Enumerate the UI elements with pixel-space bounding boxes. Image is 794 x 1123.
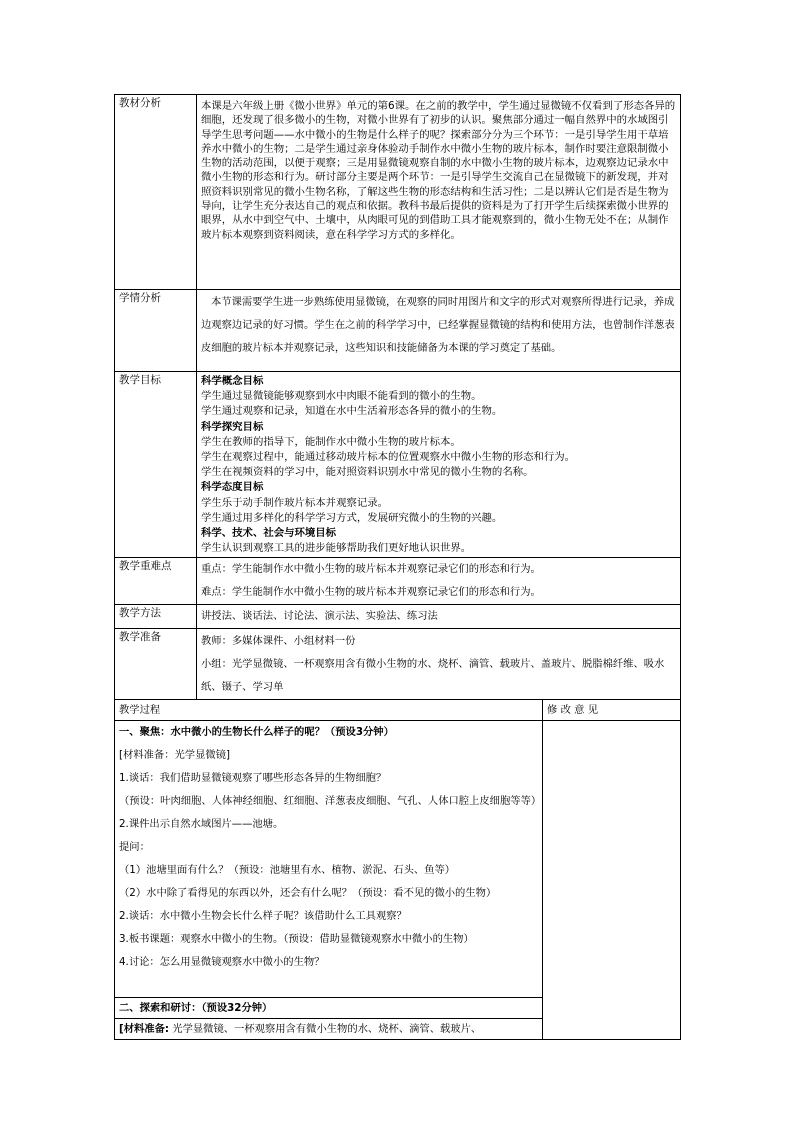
teaching-goals-content: [197, 372, 681, 558]
label-key-points: 教学重难点: [115, 558, 197, 605]
section-title-explore: [115, 998, 543, 1019]
process-line: 2.课件出示自然水域图片——池塘。: [119, 818, 284, 830]
preparation-content: [197, 629, 681, 700]
material-list: 光学显微镜、一杯观察用含有微小生物的水、烧杯、滴管、载玻片、: [169, 1023, 482, 1035]
goal-heading-inquiry: 科学探究目标: [201, 420, 264, 433]
process-content: [115, 721, 543, 998]
goal-item: 学生在观察过程中，能通过移动玻片标本的位置观察水中微小生物的形态和行为。: [201, 451, 576, 464]
process-line: 1.谈话：我们借助显微镜观察了哪些形态各异的生物细胞？: [119, 772, 387, 784]
difficult-point: 难点：学生能制作水中微小生物的玻片标本并观察记录它们的形态和行为。: [201, 586, 541, 598]
goal-item: 学生在教师的指导下，能制作水中微小生物的玻片标本。: [201, 435, 461, 448]
student-analysis-text: [197, 290, 681, 372]
label-teaching-methods: 教学方法: [115, 605, 197, 629]
goal-heading-sts: 科学、技术、社会与环境目标: [201, 527, 337, 540]
teacher-preparation: 教师：多媒体课件、小组材料一份: [201, 635, 356, 647]
row-student-analysis: [115, 290, 681, 372]
label-preparation: 教学准备: [115, 629, 197, 700]
goal-item: 学生通过显微镜能够观察到水中肉眼不能看到的微小的生物。: [201, 390, 482, 403]
material-line: [材料准备：光学显微镜]: [119, 749, 231, 761]
row-teaching-goals: [115, 372, 681, 558]
goal-heading-concept: 科学概念目标: [201, 375, 264, 387]
process-line: 4.讨论：怎么用显微镜观察水中微小的生物？: [119, 956, 325, 968]
goal-item: 学生通过用多样化的科学学习方式，发展研究微小的生物的兴趣。: [201, 511, 503, 524]
row-teaching-methods: [115, 605, 681, 629]
label-teaching-goals: 教学目标: [115, 372, 197, 558]
student-analysis-paragraph: 本节课需要学生进一步熟练使用显微镜，在观察的同时用图片和文字的形式对观察所得进行记录，养成边观察边记录的好习惯。学生在之前的科学学习中，已经掌握显微镜的结构和使用方法，也曾制作洋葱表皮细胞的玻片标本并观察记录，这些知识和技能储备为本课的学习奠定了基础。: [201, 296, 675, 354]
goal-item: 学生认识到观察工具的进步能够帮助我们更好地认识世界。: [201, 542, 472, 555]
process-line: （预设：叶肉细胞、人体神经细胞、红细胞、洋葱表皮细胞、气孔、人体口腔上皮细胞等等）: [119, 795, 542, 807]
key-points-content: [197, 558, 681, 605]
lesson-plan-table: [114, 94, 681, 1040]
edit-opinion-column: [543, 721, 681, 1040]
goal-item: 学生乐于动手制作玻片标本并观察记录。: [201, 496, 389, 509]
process-line: 提问：: [119, 841, 150, 853]
label-material-analysis: 教材分析: [115, 95, 197, 290]
goal-heading-attitude: 科学态度目标: [201, 481, 264, 494]
process-line: （2）水中除了看得见的东西以外，还会有什么呢？（预设：看不见的微小的生物）: [119, 887, 497, 899]
row-preparation: [115, 629, 681, 700]
material-analysis-text: 本课是六年级上册《微小世界》单元的第6课。在之前的教学中，学生通过显微镜不仅看到了形态各异的细胞，还发现了很多微小的生物，对微小世界有了初步的认识。聚焦部分通过一幅自然界中的水域图引导学生思考问题——水中微小的生物是什么样子的呢？探索部分分为三个环节：一是引导学生用干草培养水中微小的生物；二是学生通过亲身体验动手制作水中微小生物的玻片标本，制作时要注意限制微小生物的活动范围，以便于观察；三是用显微镜观察自制的水中微小生物的玻片标本，边观察边记录水中微小生物的形态和行为。研讨部分主要是两个环节：一是引导学生交流自己在显微镜下的新发现，并对照资料识别常见的微小生物名称，了解这些生物的形态结构和生活习性；二是以辨认它们是否是生物为导向，让学生充分表达自己的观点和依据。教科书最后提供的资料是为了打开学生后续探索微小世界的眼界，从水中到空气中、土壤中，从肉眼可见的到借助工具才能观察到的，微小生物无处不在；从制作玻片标本观察到资料阅读，意在科学学习方式的多样化。: [197, 95, 681, 290]
key-point: 重点：学生能制作水中微小生物的玻片标本并观察记录它们的形态和行为。: [201, 563, 541, 575]
material-label: [材料准备:: [119, 1023, 170, 1035]
section-2-material: [115, 1019, 543, 1040]
process-line: （1）池塘里面有什么？（预设：池塘里有水、植物、淤泥、石头、鱼等）: [119, 864, 456, 876]
group-preparation: 小组：光学显微镜、一杯观察用含有微小生物的水、烧杯、滴管、载玻片、盖玻片、脱脂棉纤维、吸水纸、镊子、学习单: [201, 658, 665, 693]
row-process-header: [115, 700, 681, 721]
goal-item: 学生在视频资料的学习中，能对照资料识别水中常见的微小生物的名称。: [201, 466, 534, 479]
row-material-analysis: [115, 95, 681, 290]
process-line: 3.板书课题：观察水中微小的生物。（预设：借助显微镜观察水中微小的生物）: [119, 933, 474, 945]
row-process-body: [115, 721, 681, 998]
section-title-focus: 一、聚焦：水中微小的生物长什么样子的呢？（预设3分钟）: [119, 726, 394, 738]
section-title-explore-text: 二、探索和研讨：（预设32分钟）: [119, 1002, 273, 1014]
label-student-analysis: 学情分析: [115, 290, 197, 372]
teaching-methods-text: 讲授法、谈话法、讨论法、演示法、实验法、练习法: [197, 605, 681, 629]
process-line: 2.谈话：水中微小生物会长什么样子呢？该借助什么工具观察？: [119, 910, 407, 922]
process-header-left: 教学过程: [115, 700, 543, 721]
process-header-right: 修 改 意 见: [543, 700, 681, 721]
row-key-points: [115, 558, 681, 605]
goal-item: 学生通过观察和记录，知道在水中生活着形态各异的微小的生物。: [201, 405, 503, 418]
